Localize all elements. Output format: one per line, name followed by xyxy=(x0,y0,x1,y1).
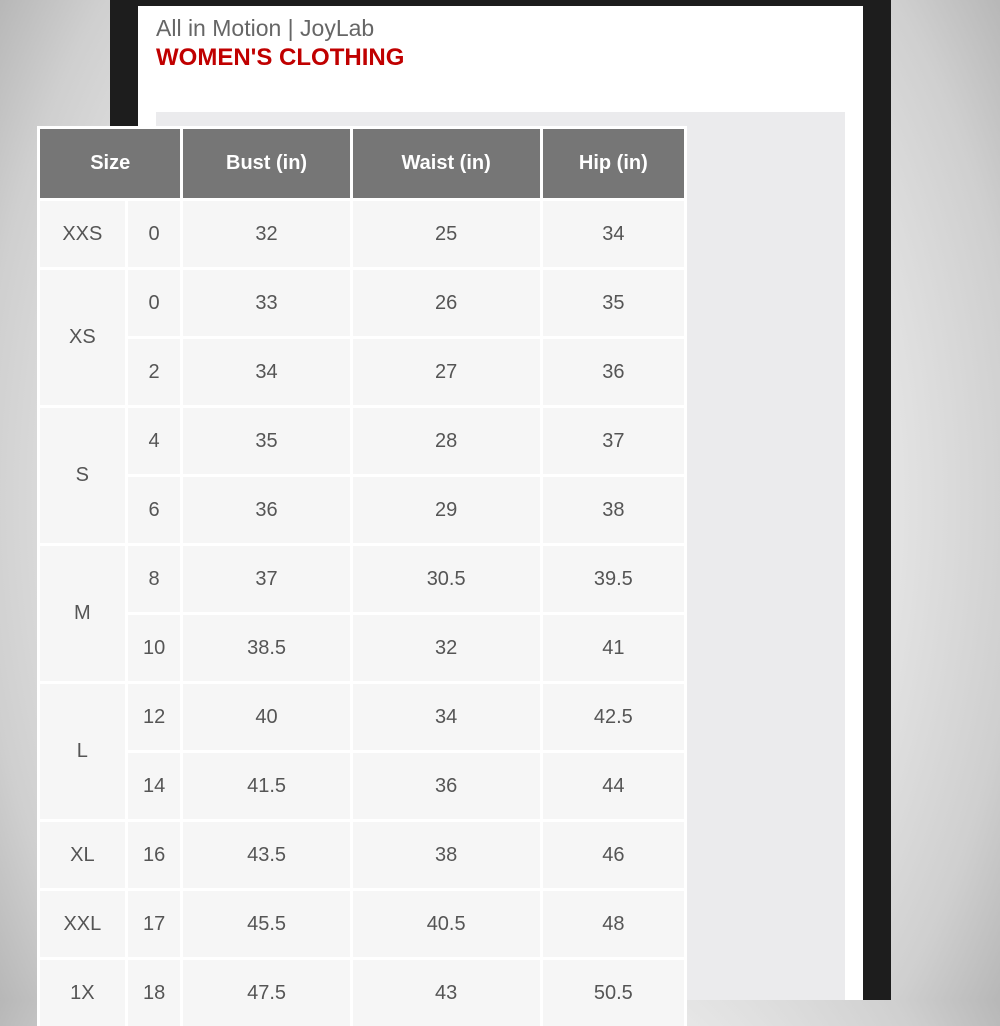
hip-cell: 35 xyxy=(541,269,685,338)
hip-cell: 39.5 xyxy=(541,545,685,614)
size-label: XS xyxy=(39,269,127,407)
waist-cell: 27 xyxy=(351,338,541,407)
table-row xyxy=(39,683,686,752)
hip-cell: 50.5 xyxy=(541,959,685,1026)
bust-cell: 35 xyxy=(182,407,351,476)
table-row xyxy=(39,200,686,269)
hip-cell: 38 xyxy=(541,476,685,545)
size-table xyxy=(37,126,687,1026)
table-row xyxy=(39,752,686,821)
section-heading: WOMEN'S CLOTHING xyxy=(156,44,404,72)
size-number: 0 xyxy=(126,200,182,269)
table-wrap xyxy=(37,126,687,1026)
size-number: 18 xyxy=(126,959,182,1026)
table-row xyxy=(39,614,686,683)
hip-cell: 48 xyxy=(541,890,685,959)
hip-cell: 44 xyxy=(541,752,685,821)
bust-cell: 41.5 xyxy=(182,752,351,821)
size-label: M xyxy=(39,545,127,683)
size-number: 0 xyxy=(126,269,182,338)
bust-cell: 40 xyxy=(182,683,351,752)
hip-cell: 37 xyxy=(541,407,685,476)
size-label: XXL xyxy=(39,890,127,959)
waist-cell: 32 xyxy=(351,614,541,683)
hip-cell: 46 xyxy=(541,821,685,890)
hip-cell: 41 xyxy=(541,614,685,683)
hip-cell: 34 xyxy=(541,200,685,269)
table-row xyxy=(39,821,686,890)
size-label: L xyxy=(39,683,127,821)
hip-cell: 36 xyxy=(541,338,685,407)
bust-cell: 32 xyxy=(182,200,351,269)
header-row xyxy=(39,128,686,200)
waist-cell: 28 xyxy=(351,407,541,476)
bust-cell: 33 xyxy=(182,269,351,338)
bust-cell: 37 xyxy=(182,545,351,614)
brand-line: All in Motion | JoyLab xyxy=(156,15,374,42)
waist-cell: 30.5 xyxy=(351,545,541,614)
table-row xyxy=(39,269,686,338)
bust-cell: 45.5 xyxy=(182,890,351,959)
bust-cell: 38.5 xyxy=(182,614,351,683)
col-header-bust: Bust (in) xyxy=(182,128,351,200)
waist-cell: 38 xyxy=(351,821,541,890)
size-label: XXS xyxy=(39,200,127,269)
size-number: 12 xyxy=(126,683,182,752)
table-row xyxy=(39,476,686,545)
size-number: 14 xyxy=(126,752,182,821)
bust-cell: 36 xyxy=(182,476,351,545)
size-number: 4 xyxy=(126,407,182,476)
waist-cell: 43 xyxy=(351,959,541,1026)
table-row xyxy=(39,959,686,1026)
table-row xyxy=(39,890,686,959)
waist-cell: 36 xyxy=(351,752,541,821)
table-row xyxy=(39,338,686,407)
waist-cell: 25 xyxy=(351,200,541,269)
size-label: S xyxy=(39,407,127,545)
col-header-hip: Hip (in) xyxy=(541,128,685,200)
bust-cell: 43.5 xyxy=(182,821,351,890)
col-header-waist: Waist (in) xyxy=(351,128,541,200)
size-label: XL xyxy=(39,821,127,890)
table-row xyxy=(39,545,686,614)
waist-cell: 26 xyxy=(351,269,541,338)
size-number: 16 xyxy=(126,821,182,890)
waist-cell: 40.5 xyxy=(351,890,541,959)
size-number: 17 xyxy=(126,890,182,959)
size-number: 10 xyxy=(126,614,182,683)
bust-cell: 34 xyxy=(182,338,351,407)
waist-cell: 34 xyxy=(351,683,541,752)
size-number: 2 xyxy=(126,338,182,407)
size-label: 1X xyxy=(39,959,127,1026)
size-number: 6 xyxy=(126,476,182,545)
hip-cell: 42.5 xyxy=(541,683,685,752)
table-row xyxy=(39,407,686,476)
size-number: 8 xyxy=(126,545,182,614)
waist-cell: 29 xyxy=(351,476,541,545)
bust-cell: 47.5 xyxy=(182,959,351,1026)
col-header-size: Size xyxy=(39,128,182,200)
